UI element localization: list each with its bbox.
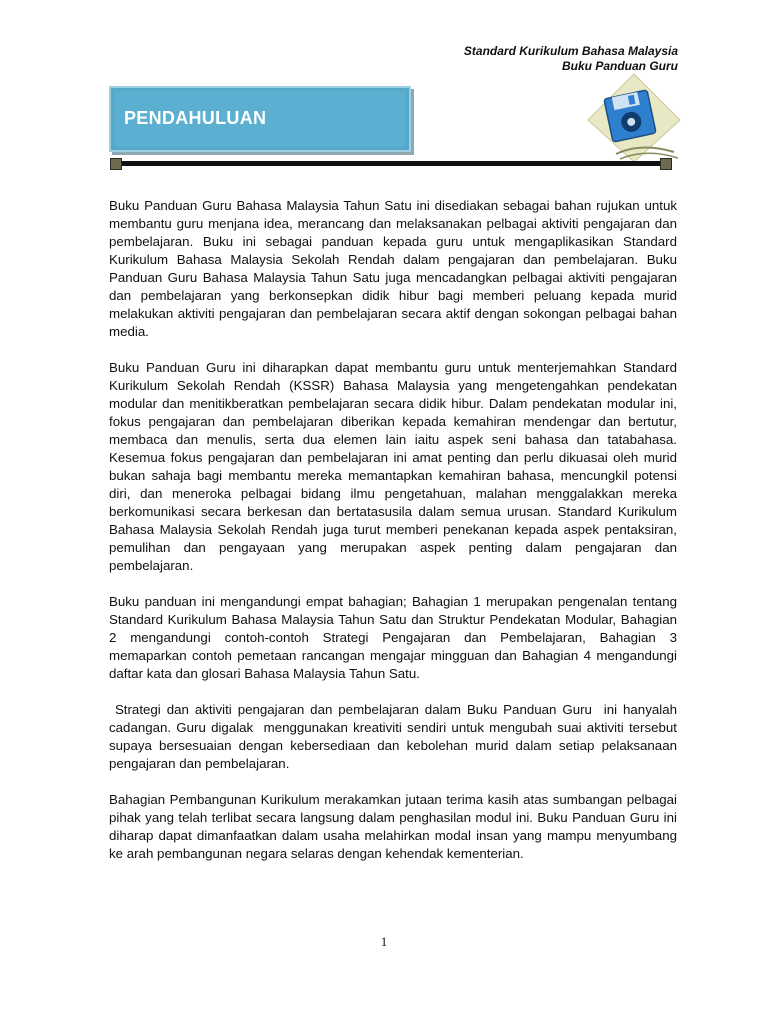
section-title-box [109,86,411,152]
header-line-1: Standard Kurikulum Bahasa Malaysia [463,44,678,58]
paragraph: Buku panduan ini mengandungi empat bahagian; Bahagian 1 merupakan pengenalan tentang Standard Kurikulum Bahasa Malaysia Tahun Satu dan Struktur Pendekatan Modular, Bahagian 2 mengandungi contoh-contoh Strategi Pengajaran dan Pembelajaran, Bahagian 3 memaparkan contoh pemetaan rancangan mengajar mingguan dan Bahagian 4 mengandungi daftar kata dan glosari Bahasa Malaysia Tahun Satu. [109,594,677,681]
body-text [109,197,681,881]
floppy-disk-icon [586,72,682,164]
page-number: 1 [380,934,388,949]
paragraph: Buku Panduan Guru ini diharapkan dapat membantu guru untuk menterjemahkan Standard Kurikulum Sekolah Rendah (KSSR) Bahasa Malaysia yang mengetengahkan pendekatan modular dan menitikberatkan pembelajaran secara didik hibur. Dalam pendekatan modular ini, fokus pengajaran dan pembelajaran diberikan kepada kemahiran mendengar dan bertutur, membaca dan menulis, serta dua elemen lain iaitu aspek seni bahasa dan tatabahasa. Kesemua fokus pengajaran dan pembelajaran ini amat penting dan perlu dikuasai oleh murid bukan sahaja bagi membantu mereka memantapkan kemahiran bahasa, mencungkil potensi diri, dan meneroka pelbagai bidang ilmu pengetahuan, malahan menggalakkan mereka berkomunikasi secara berkesan dan bertatasusila dalam semua urusan. Standard Kurikulum Bahasa Malaysia Sekolah Rendah juga turut memberi penekanan kepada aspek pentaksiran, pemulihan dan pengayaan yang merupakan aspek penting dalam pengajaran dan pembelajaran. [109,360,677,573]
running-header [464,44,678,74]
header-line-2: Buku Panduan Guru [561,59,678,73]
rule-cap-left [110,158,122,170]
rule-cap-right [660,158,672,170]
paragraph: Strategi dan aktiviti pengajaran dan pembelajaran dalam Buku Panduan Guru ini hanyalah cadangan. Guru digalak menggunakan kreativiti sendiri untuk mengubah suai aktiviti tersebut supaya bersesuaian dengan kebersediaan dan kebolehan murid dalam setiap pelaksanaan pengajaran dan pembelajaran. [109,702,681,771]
paragraph: Buku Panduan Guru Bahasa Malaysia Tahun Satu ini disediakan sebagai bahan rujukan untuk membantu guru menjana idea, merancang dan melaksanakan pelbagai aktiviti pengajaran dan pembelajaran. Buku ini sebagai panduan kepada guru untuk mengaplikasikan Standard Kurikulum Bahasa Malaysia Sekolah Rendah dalam pengajaran dan pembelajaran. Buku Panduan Guru Bahasa Malaysia Tahun Satu juga mencadangkan pelbagai aktiviti pengajaran dan pembelajaran yang berkonsepkan didik hibur bagi memberi peluang kepada murid melakukan aktiviti pengajaran dan pembelajaran secara aktif dengan sokongan pelbagai bahan media. [109,198,677,339]
title-rule [112,161,672,166]
section-title: PENDAHULUAN [124,108,267,128]
paragraph: Bahagian Pembangunan Kurikulum merakamkan jutaan terima kasih atas sumbangan pelbagai pihak yang telah terlibat secara langsung dalam penghasilan modul ini. Buku Panduan Guru ini diharap dapat dimanfaatkan dalam usaha melahirkan modal insan yang mampu menyumbang ke arah pembangunan negara selaras dengan kehendak kementerian. [109,792,677,861]
